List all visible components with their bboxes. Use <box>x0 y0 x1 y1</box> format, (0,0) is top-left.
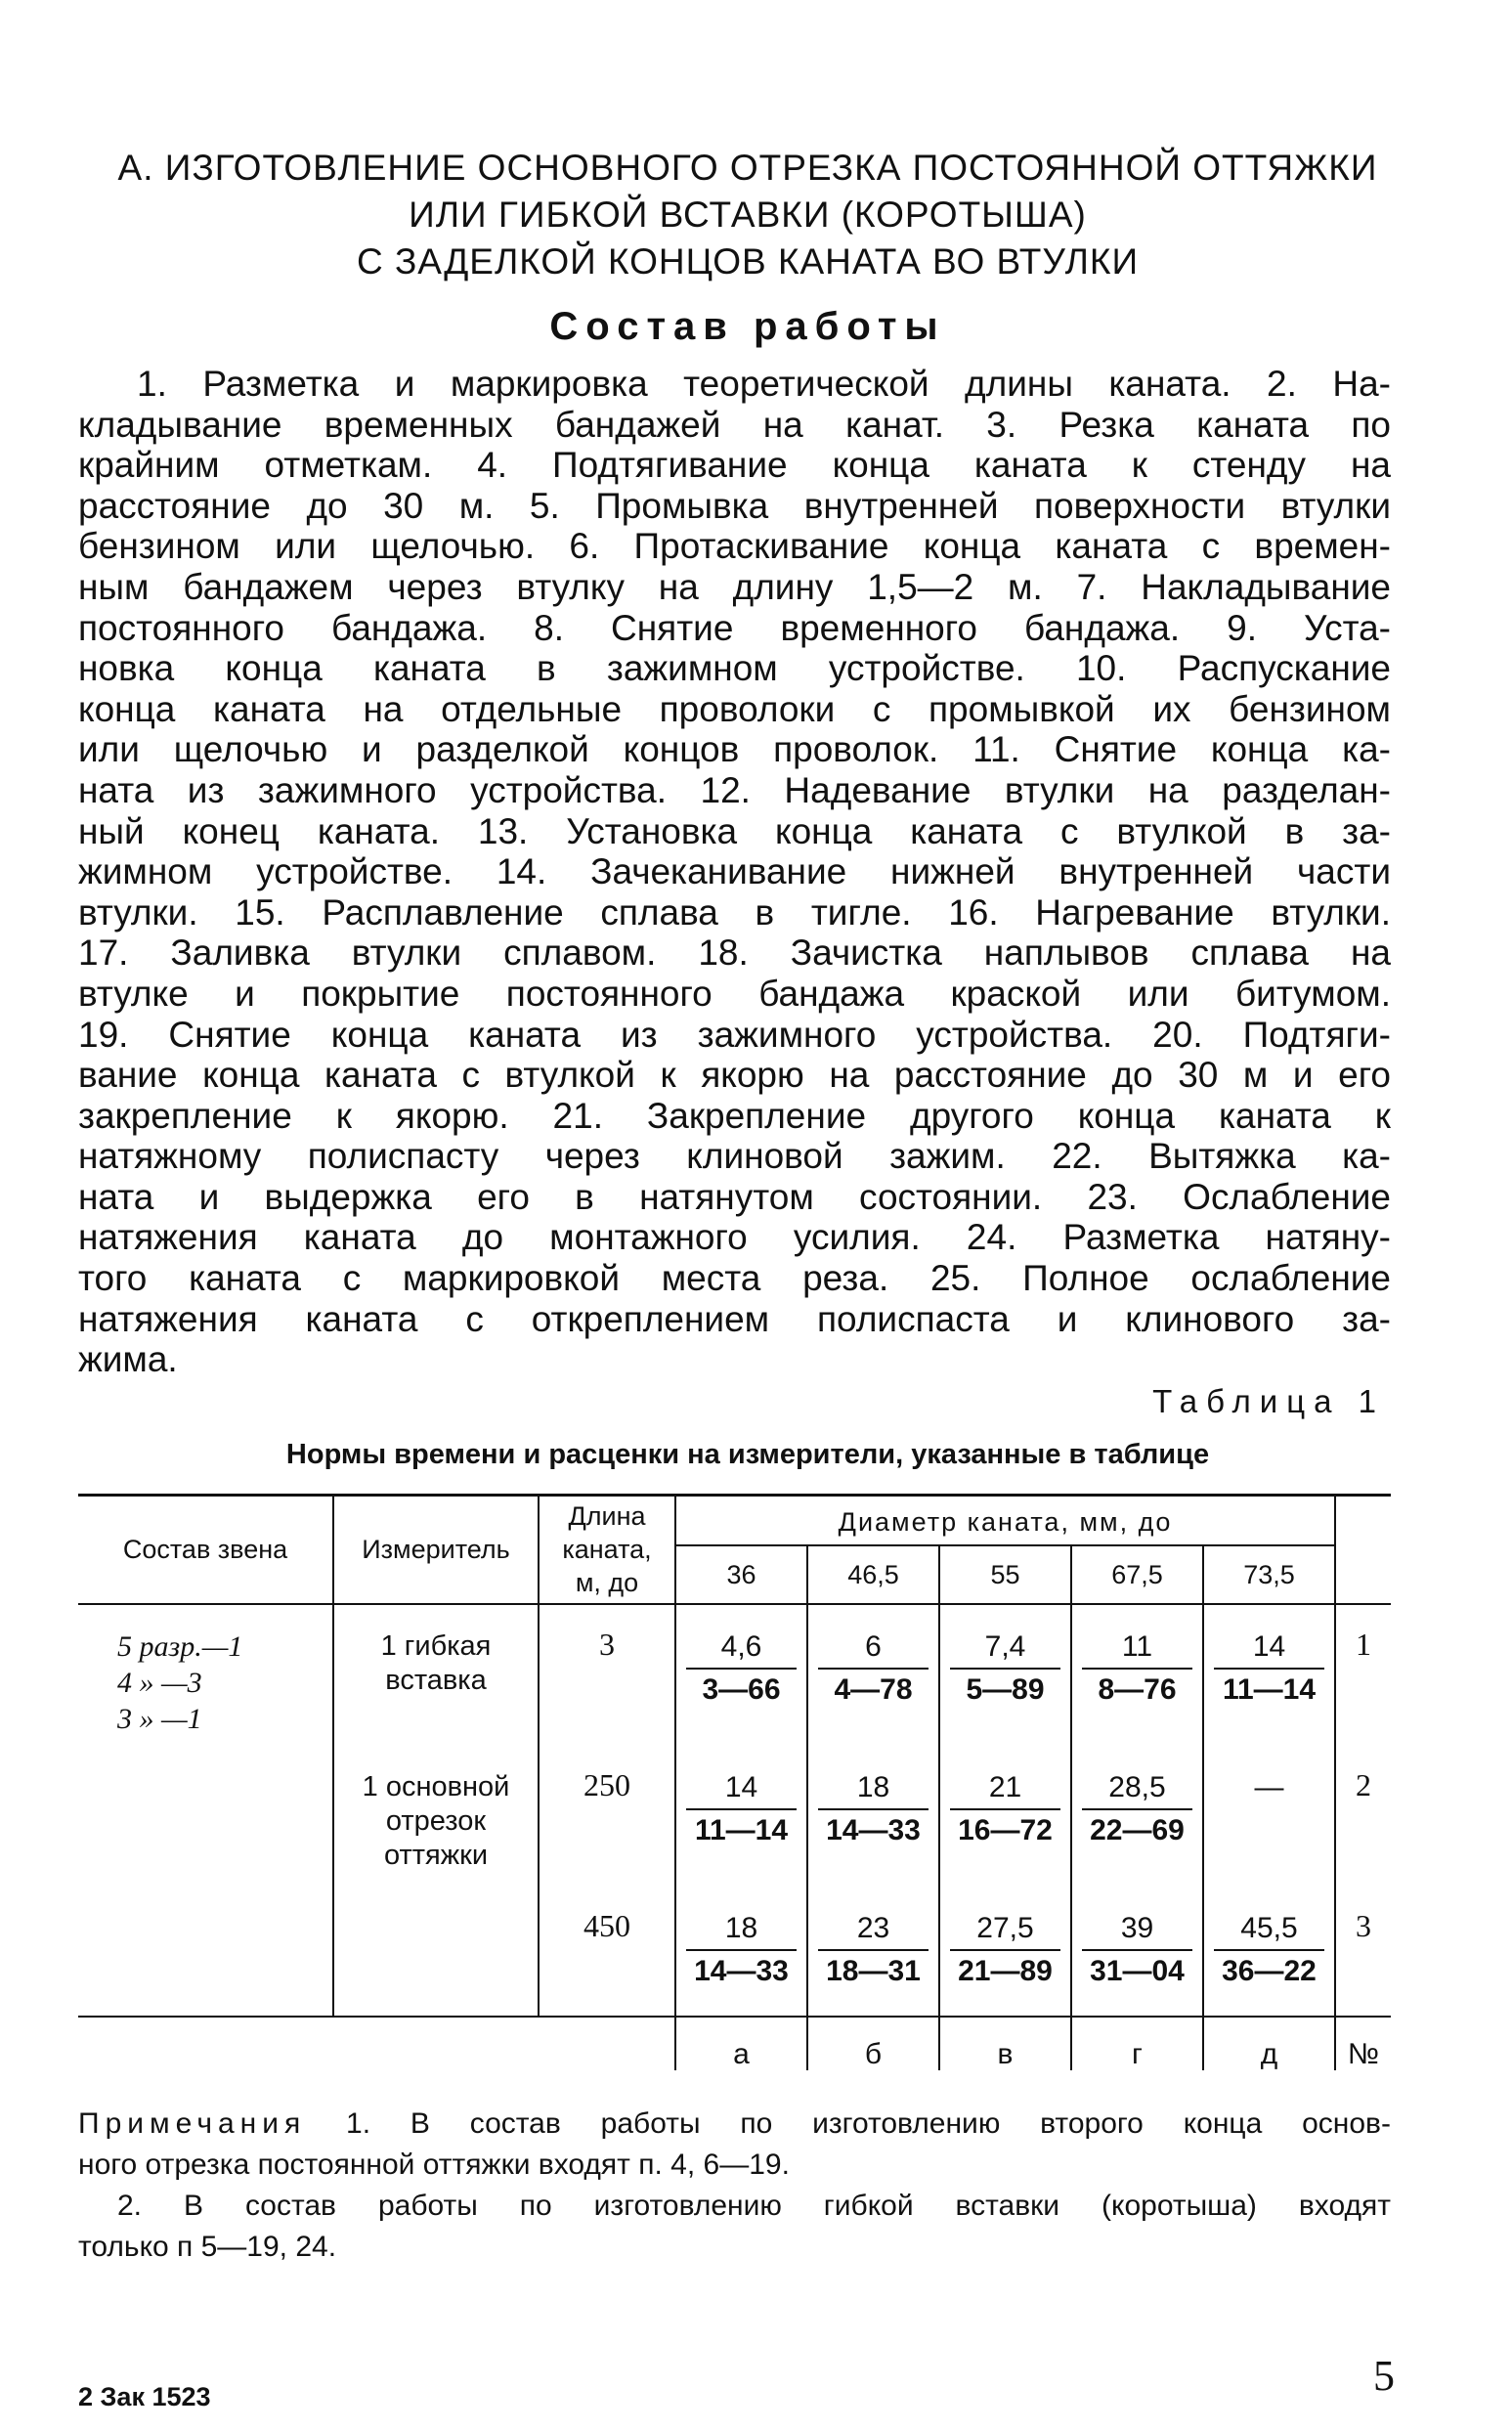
rate-value: 3—66 <box>702 1673 781 1706</box>
work-line: или щелочью и разделкой концов проволок. 11. Снятие конца ка- <box>78 729 1391 770</box>
work-line: ната и выдержка его в натянутом состоянии. 23. Ослабление <box>78 1176 1391 1217</box>
meter-2-line-3: оттяжки <box>383 1840 489 1871</box>
time-norm: 45,5 <box>1240 1912 1298 1944</box>
note-line-2: ного отрезка постоянной оттяжки входят п. 4, 6—19. <box>78 2149 790 2181</box>
note-line-4: только п 5—19, 24. <box>78 2231 337 2263</box>
fraction-bar <box>686 1668 797 1670</box>
order-mark: 2 Зак 1523 <box>78 2382 211 2411</box>
row-number: 3 <box>1356 1908 1371 1943</box>
row-number: 2 <box>1356 1767 1371 1802</box>
header-diam-73-5: 73,5 <box>1243 1560 1295 1589</box>
work-line: ный конец каната. 13. Установка конца каната с втулкой в за- <box>78 810 1391 851</box>
time-norm: — <box>1254 1771 1284 1803</box>
time-norm: 14 <box>724 1771 758 1803</box>
time-norm: 14 <box>1252 1630 1286 1663</box>
table-title: Нормы времени и расценки на измерители, указанные в таблице <box>285 1439 1210 1470</box>
col-letter-d: д <box>1260 2038 1278 2070</box>
work-line: новка конца каната в зажимном устройстве. 10. Распускание <box>78 648 1391 689</box>
fraction-bar <box>818 1808 929 1810</box>
time-norm: 4,6 <box>720 1630 762 1663</box>
work-line: крайним отметкам. 4. Подтягивание конца каната к стенду на <box>78 445 1391 486</box>
work-line: конца каната на отдельные проволоки с промывкой их бензином <box>78 688 1391 729</box>
work-line: бензином или щелочью. 6. Протаскивание конца каната с времен- <box>78 526 1391 567</box>
work-line: 17. Заливка втулки сплавом. 18. Зачистка наплывов сплава на <box>78 933 1391 974</box>
fraction-bar <box>818 1668 929 1670</box>
rate-value: 8—76 <box>1098 1673 1177 1706</box>
header-crew: Состав звена <box>122 1535 288 1564</box>
header-length-2: каната, <box>562 1535 652 1564</box>
rate-value: 5—89 <box>966 1673 1045 1706</box>
work-description <box>78 364 1391 1380</box>
page-number: 5 <box>1373 2352 1395 2400</box>
fraction-bar <box>1082 1949 1192 1951</box>
rate-value: 11—14 <box>694 1814 789 1846</box>
header-diam-46-5: 46,5 <box>847 1560 899 1589</box>
time-norm: 6 <box>865 1630 882 1663</box>
work-line: кладывание временных бандажей на канат. 3. Резка каната по <box>78 404 1391 445</box>
meter-1-line-1: 1 гибкая <box>380 1630 492 1662</box>
meter-2-line-2: отрезок <box>385 1805 487 1837</box>
section-title-line-2: ИЛИ ГИБКОЙ ВСТАВКИ (КОРОТЫША) <box>409 195 1087 235</box>
work-line: постоянного бандажа. 8. Снятие временного бандажа. 9. Уста- <box>78 607 1391 648</box>
diameter-header-rule <box>674 1544 1334 1546</box>
diam-col-rule-4 <box>1202 1546 1204 2070</box>
rate-value: 36—22 <box>1222 1955 1317 1987</box>
header-diameter: Диаметр каната, мм, до <box>838 1507 1173 1537</box>
fraction-bar <box>1214 1668 1324 1670</box>
work-line: 19. Снятие конца каната из зажимного устройства. 20. Подтяги- <box>78 1014 1391 1055</box>
rate-value: 14—33 <box>826 1814 921 1846</box>
time-norm: 39 <box>1120 1912 1154 1944</box>
row-number: 1 <box>1356 1627 1371 1662</box>
work-line: расстояние до 30 м. 5. Промывка внутренней поверхности втулки <box>78 485 1391 526</box>
work-line: вание конца каната с втулкой к якорю на расстояние до 30 м и его <box>78 1055 1391 1096</box>
work-line: жимном устройстве. 14. Зачеканивание нижней внутренней части <box>78 851 1391 892</box>
rate-value: 21—89 <box>958 1955 1053 1987</box>
work-line: втулки. 15. Расплавление сплава в тигле. 16. Нагревание втулки. <box>78 891 1391 933</box>
col-letter-b: б <box>864 2038 883 2070</box>
crew-col-rule <box>332 1494 334 2018</box>
work-line: 1. Разметка и маркировка теоретической длины каната. 2. На- <box>137 364 1391 404</box>
meter-2-line-1: 1 основной <box>362 1771 510 1802</box>
rate-value: 31—04 <box>1090 1955 1185 1987</box>
diam-col-rule-3 <box>1070 1546 1072 2070</box>
time-norm: 11 <box>1121 1630 1153 1663</box>
meter-col-rule <box>538 1494 540 2018</box>
header-diam-36: 36 <box>726 1560 756 1589</box>
work-line: ным бандажем через втулку на длину 1,5—2 м. 7. Накладывание <box>78 566 1391 607</box>
col-letter-a: а <box>733 2038 750 2070</box>
col-letter-v: в <box>997 2038 1014 2070</box>
note-1-start: 1. В состав работы по изготовлению второго конца основ- <box>346 2107 1391 2140</box>
table-top-rule <box>78 1494 1391 1497</box>
work-line: закрепление к якорю. 21. Закрепление другого конца каната к <box>78 1095 1391 1136</box>
time-norm: 28,5 <box>1108 1771 1166 1803</box>
length-col-rule <box>674 1494 676 2070</box>
diam-col-rule-2 <box>938 1546 940 2070</box>
crew-line-1: 5 разр.—1 <box>117 1630 243 1663</box>
time-norm: 23 <box>856 1912 890 1944</box>
num-col-rule <box>1334 1494 1336 2070</box>
rate-value: 11—14 <box>1222 1673 1317 1706</box>
header-length-1: Длина <box>568 1501 646 1531</box>
section-title <box>78 145 1417 285</box>
rate-value: 16—72 <box>958 1814 1053 1846</box>
section-title-line-3: С ЗАДЕЛКОЙ КОНЦОВ КАНАТА ВО ВТУЛКИ <box>356 241 1140 282</box>
notes-label: Примечания <box>78 2107 307 2140</box>
fraction-bar <box>1082 1668 1192 1670</box>
work-line: втулке и покрытие постоянного бандажа краской или битумом. <box>78 973 1391 1014</box>
row-length: 450 <box>583 1908 630 1943</box>
time-norm: 18 <box>856 1771 890 1803</box>
fraction-bar <box>1082 1808 1192 1810</box>
header-diam-67-5: 67,5 <box>1111 1560 1163 1589</box>
header-meter: Измеритель <box>362 1535 510 1564</box>
fraction-bar <box>950 1808 1060 1810</box>
table-label: Таблица 1 <box>1152 1383 1385 1419</box>
time-norm: 21 <box>988 1771 1022 1803</box>
fraction-bar <box>686 1808 797 1810</box>
header-length-3: м, до <box>575 1568 639 1597</box>
crew-line-3: 3 » —1 <box>117 1703 202 1735</box>
note-line-1 <box>78 2104 1391 2145</box>
crew-line-2: 4 » —3 <box>117 1667 202 1699</box>
work-line: ната из зажимного устройства. 12. Надевание втулки на разделан- <box>78 769 1391 810</box>
fraction-bar <box>818 1949 929 1951</box>
row-length: 250 <box>583 1767 630 1802</box>
fraction-bar <box>950 1668 1060 1670</box>
section-title-line-1: А. ИЗГОТОВЛЕНИЕ ОСНОВНОГО ОТРЕЗКА ПОСТОЯННОЙ ОТТЯЖКИ <box>117 148 1378 188</box>
time-norm: 27,5 <box>976 1912 1034 1944</box>
work-line: натяжному полиспасту через клиновой зажим. 22. Вытяжка ка- <box>78 1136 1391 1177</box>
col-number-label: № <box>1347 2038 1380 2070</box>
rate-value: 14—33 <box>694 1955 789 1987</box>
col-letter-g: г <box>1132 2038 1143 2070</box>
time-norm: 18 <box>724 1912 758 1944</box>
work-line: натяжения каната с откреплением полиспаста и клинового за- <box>78 1298 1391 1339</box>
rate-value: 18—31 <box>826 1955 921 1987</box>
diam-col-rule-1 <box>806 1546 808 2070</box>
fraction-bar <box>1214 1949 1324 1951</box>
meter-1-line-2: вставка <box>385 1665 487 1696</box>
rate-value: 4—78 <box>834 1673 913 1706</box>
header-bottom-rule <box>78 1603 1391 1605</box>
work-line: того каната с маркировкой места реза. 25. Полное ослабление <box>78 1258 1391 1299</box>
work-line: натяжения каната до монтажного усилия. 24. Разметка натяну- <box>78 1217 1391 1258</box>
work-heading: Состав работы <box>549 305 946 348</box>
body-bottom-rule <box>78 2016 1391 2018</box>
notes <box>78 2104 1391 2268</box>
rate-value: 22—69 <box>1090 1814 1185 1846</box>
header-diam-55: 55 <box>990 1560 1020 1589</box>
fraction-bar <box>950 1949 1060 1951</box>
work-line: жима. <box>78 1339 178 1380</box>
fraction-bar <box>686 1949 797 1951</box>
note-line-3: 2. В состав работы по изготовлению гибкой вставки (коротыша) входят <box>117 2190 1391 2222</box>
time-norm: 7,4 <box>984 1630 1026 1663</box>
row-length: 3 <box>599 1627 615 1662</box>
